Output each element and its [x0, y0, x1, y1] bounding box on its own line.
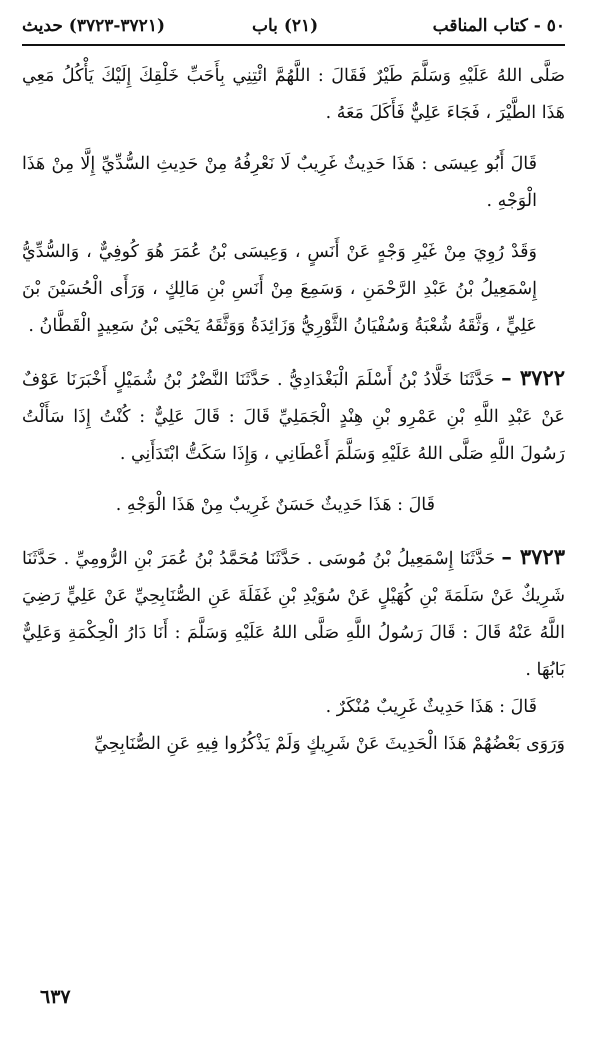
header-chapter: (٢١) باب: [252, 16, 319, 36]
header-rule: [22, 44, 565, 46]
header-hadith-range: (٣٧٢١-٣٧٢٣) حديث: [22, 16, 165, 36]
paragraph-hadith-3723: [22, 538, 565, 689]
paragraph-commentary: قَالَ أَبُو عِيسَى : هَذَا حَدِيثٌ غَرِيبٌ لَا نَعْرِفُهُ مِنْ حَدِيثِ السُّدِّيِّ إِلَّا مِنْ هَذَا الْوَجْهِ .: [22, 154, 537, 211]
running-header: [22, 12, 565, 42]
paragraph-grading-3722: قَالَ : هَذَا حَدِيثٌ حَسَنٌ غَرِيبٌ مِنْ هَذَا الْوَجْهِ .: [115, 495, 435, 515]
paragraph-hadith-3722: [22, 359, 565, 473]
hadith-number-3723: ٣٧٢٣ –: [501, 544, 565, 569]
paragraph-hadith-continuation: صَلَّى اللهُ عَلَيْهِ وَسَلَّمَ طَيْرٌ فَقَالَ : اللَّهُمَّ ائْتِنِي بِأَحَبِّ خَلْقِكَ إِلَيْكَ يَأْكُلُ مَعِي هَذَا الطَّيْرَ ، فَجَاءَ عَلِيٌّ فَأَكَلَ مَعَهُ .: [22, 66, 565, 123]
header-book-title: ٥٠ - كتاب المناقب: [432, 16, 565, 36]
hadith-3723-text: حَدَّثَنَا إِسْمَعِيلُ بْنُ مُوسَى . حَدَّثَنَا مُحَمَّدُ بْنُ عُمَرَ بْنِ الرُّومِيِّ . حَدَّثَنَا شَرِيكٌ عَنْ سَلَمَةَ بْنِ كُهَيْلٍ عَنْ سُوَيْدِ بْنِ غَفَلَةَ عَنِ الصُّنَابِحِيِّ عَنْ عَلِيٍّ رَضِيَ اللَّهُ عَنْهُ قَالَ : قَالَ رَسُولُ اللَّهِ صَلَّى اللهُ عَلَيْهِ وَسَلَّمَ : أَنَا دَارُ الْحِكْمَةِ وَعَلِيٌّ بَابُهَا .: [22, 549, 565, 680]
paragraph-other-narration: وَرَوَى بَعْضُهُمْ هَذَا الْحَدِيثَ عَنْ شَرِيكٍ وَلَمْ يَذْكُرُوا فِيهِ عَنِ الصُّنَابِحِيِّ: [94, 734, 565, 754]
paragraph-grading-3723: قَالَ : هَذَا حَدِيثٌ غَرِيبٌ مُنْكَرٌ .: [325, 697, 537, 717]
hadith-number-3722: ٣٧٢٢ –: [501, 365, 566, 390]
page-number: ٦٣٧: [40, 986, 71, 1008]
paragraph-narrators-note: وَقَدْ رُوِيَ مِنْ غَيْرِ وَجْهٍ عَنْ أَنَسٍ ، وَعِيسَى بْنُ عُمَرَ هُوَ كُوفِيٌّ ، وَالسُّدِّيُّ إِسْمَعِيلُ بْنُ عَبْدِ الرَّحْمَنِ ، وَسَمِعَ مِنْ أَنَسِ بْنِ مَالِكٍ ، وَرَأَى الْحُسَيْنَ بْنَ عَلِيٍّ ، وَثَّقَهُ شُعْبَةُ وَسُفْيَانُ الثَّوْرِيُّ وَزَائِدَةُ وَوَثَّقَهُ يَحْيَى بْنُ سَعِيدٍ الْقَطَّانُ .: [22, 242, 537, 336]
hadith-3722-text: حَدَّثَنَا خَلَّادُ بْنُ أَسْلَمَ الْبَغْدَادِيُّ . حَدَّثَنَا النَّضْرُ بْنُ شُمَيْلٍ أَخْبَرَنَا عَوْفٌ عَنْ عَبْدِ اللَّهِ بْنِ عَمْرِو بْنِ هِنْدٍ الْجَمَلِيِّ قَالَ : قَالَ عَلِيٌّ : كُنْتُ إِذَا سَأَلْتُ رَسُولَ اللَّهِ صَلَّى اللهُ عَلَيْهِ وَسَلَّمَ أَعْطَانِي ، وَإِذَا سَكَتُّ ابْتَدَأَنِي .: [22, 370, 565, 464]
page-body: [22, 58, 565, 763]
